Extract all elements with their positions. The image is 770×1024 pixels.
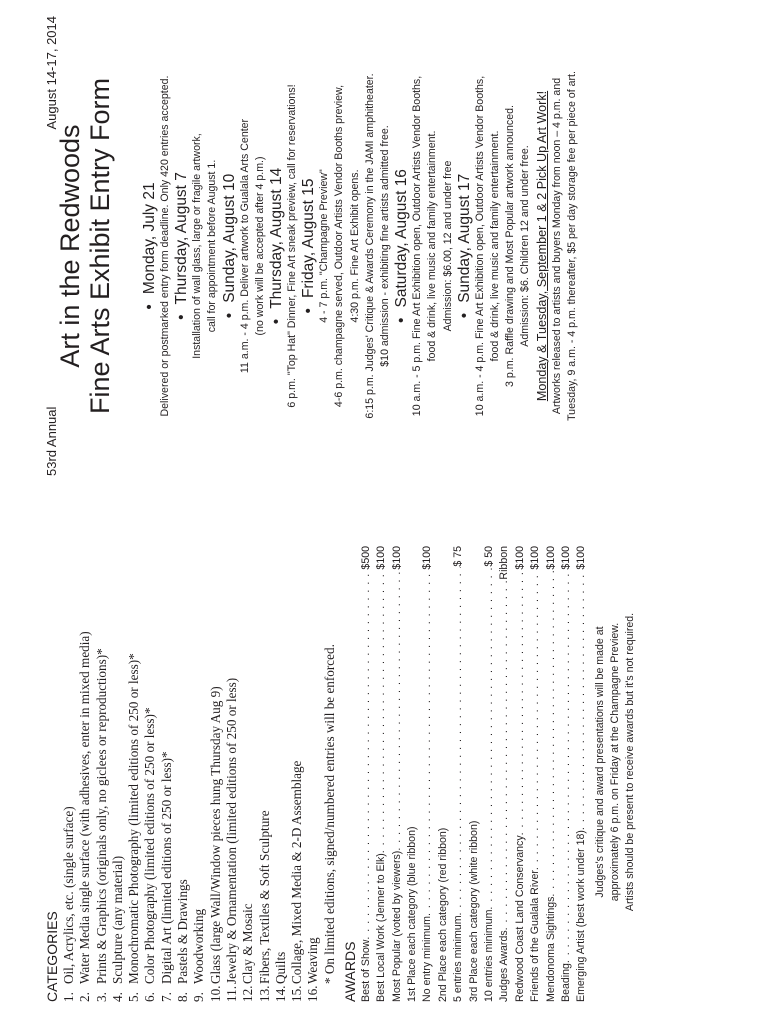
category-number: 2. bbox=[77, 992, 93, 1002]
award-amount: $100 bbox=[375, 546, 388, 570]
award-amount: $500 bbox=[359, 546, 372, 570]
pickup-line: Artworks released to artists and buyers Monday from noon – 4 p.m. and bbox=[550, 77, 563, 415]
award-amount: $100 bbox=[544, 546, 557, 570]
award-row bbox=[390, 546, 405, 1002]
bullet-icon: • bbox=[173, 314, 191, 320]
annual-label: 53rd Annual bbox=[44, 406, 59, 476]
category-number: 7. bbox=[158, 992, 174, 1002]
category-item bbox=[305, 502, 321, 1002]
schedule-line: 3 p.m. Raffle drawing and Most Popular artwork announced. bbox=[504, 105, 517, 387]
award-row bbox=[574, 546, 589, 1002]
schedule-day bbox=[300, 16, 317, 476]
schedule-day-label: Friday, August 15 bbox=[300, 178, 318, 299]
category-label: Color Photography (limited editions of 250 or less)* bbox=[142, 707, 158, 984]
award-row bbox=[559, 546, 574, 1002]
award-row bbox=[513, 546, 528, 1002]
category-item bbox=[273, 502, 289, 1002]
award-amount: $100 bbox=[575, 546, 588, 570]
schedule-line: 6:15 p.m. Judges' Critique & Awards Ceremony in the JAMI amphitheater. bbox=[363, 73, 376, 419]
schedule-line: 10 a.m. - 4 p.m. Fine Art Exhibition open, Outdoor Artists Vendor Booths, bbox=[473, 75, 486, 417]
category-label: Pastels & Drawings bbox=[175, 879, 191, 984]
form-title: Fine Arts Exhibit Entry Form bbox=[85, 77, 115, 415]
schedule-line: 6 p.m. "Top Hat" Dinner, Fine Art sneak preview, call for reservations! bbox=[286, 84, 299, 408]
schedule-day-label: Sunday, August 10 bbox=[220, 173, 238, 303]
categories-heading: CATEGORIES bbox=[44, 911, 60, 1002]
schedule-line: $10 admission - exhibiting fine artists admitted free. bbox=[379, 125, 392, 367]
pickup-heading: Monday & Tuesday, September 1 & 2 Pick Up Art Work! bbox=[534, 90, 549, 402]
award-amount: $ 50 bbox=[483, 546, 495, 567]
award-name: Judges Awards bbox=[498, 930, 511, 1002]
category-label: Prints & Graphics (originals only, no giclees or reproductions)* bbox=[93, 648, 109, 984]
category-label: Fibers, Textiles & Soft Sculpture bbox=[256, 810, 272, 984]
schedule-line: Admission: $6. Children 12 and under free. bbox=[519, 145, 532, 347]
award-row bbox=[482, 546, 497, 1002]
category-label: Jewelry & Ornamentation (limited editions of 250 or less) bbox=[223, 677, 239, 984]
leader-dots bbox=[544, 570, 559, 897]
award-name: 10 entries minimum bbox=[483, 909, 495, 1002]
category-label: Digital Art (limited editions of 250 or less)* bbox=[158, 751, 174, 984]
category-item bbox=[224, 502, 240, 1002]
category-item bbox=[257, 502, 273, 1002]
category-number: 12. bbox=[240, 985, 256, 1002]
leader-dots bbox=[359, 570, 374, 940]
leader-dots bbox=[497, 580, 512, 931]
award-name: Mendonoma Sightings bbox=[544, 896, 557, 1002]
awards-note-line: Judges's critique and award presentations will be made at bbox=[593, 626, 606, 898]
schedule-day-label: Monday, July 21 bbox=[141, 182, 158, 295]
leader-dots bbox=[374, 570, 389, 854]
award-amount: $100 bbox=[421, 546, 434, 570]
event-dates: August 14-17, 2014 bbox=[44, 16, 59, 130]
schedule-line: Installation of wall glass, large or fragile artwork, bbox=[191, 133, 204, 359]
schedule-day bbox=[141, 16, 158, 476]
event-title: Art in the Redwoods bbox=[55, 124, 85, 368]
bullet-icon: • bbox=[300, 308, 318, 314]
bullet-icon: • bbox=[141, 304, 158, 310]
award-name: Best of Show bbox=[359, 939, 372, 1002]
schedule-line: Delivered or postmarked entry form deadline. Only 420 entries accepted. bbox=[159, 75, 171, 417]
category-label: Oil, Acrylics, etc. (single surface) bbox=[61, 806, 76, 984]
category-label: Monochromatic Photography (limited editions of 250 or less)* bbox=[126, 653, 142, 984]
awards-note bbox=[593, 522, 638, 1002]
award-name: Beading bbox=[560, 963, 573, 1002]
category-label: Weaving bbox=[305, 937, 321, 984]
schedule-line: (no work will be accepted after 4 p.m.) bbox=[253, 156, 266, 336]
awards-note-line: Artists should be present to receive awards but it's not required. bbox=[623, 612, 636, 912]
category-item bbox=[61, 502, 77, 1002]
schedule-day-label: Saturday, August 16 bbox=[393, 169, 411, 308]
category-number: 4. bbox=[109, 992, 125, 1002]
category-item bbox=[77, 502, 93, 1002]
award-row bbox=[374, 546, 389, 1002]
leader-dots bbox=[528, 570, 543, 871]
pickup-details bbox=[550, 16, 580, 476]
pickup-line: Tuesday, 9 a.m. - 4 p.m. thereafter, $5 per day storage fee per piece of art. bbox=[565, 71, 578, 421]
bullet-icon: • bbox=[220, 312, 238, 319]
award-name: Redwood Coast Land Conservancy bbox=[513, 835, 526, 1002]
category-label: Glass (large Wall/Window pieces hung Thursday Aug 9) bbox=[207, 686, 223, 984]
category-number: 6. bbox=[142, 992, 158, 1002]
limited-editions-note: * On limited editions, signed/numbered entries will be enforced. bbox=[321, 644, 337, 984]
award-subheading: 2nd Place each category (red ribbon) bbox=[436, 827, 449, 1002]
award-amount: $100 bbox=[390, 546, 403, 570]
category-label: Woodworking bbox=[191, 908, 207, 984]
leader-dots bbox=[574, 570, 589, 830]
leader-dots bbox=[420, 570, 435, 916]
category-item bbox=[110, 502, 126, 1002]
award-amount: $ 75 bbox=[452, 546, 465, 567]
award-name: 5 entries minimum bbox=[452, 915, 465, 1002]
category-number: 3. bbox=[93, 992, 109, 1002]
award-name: Best Local Work (Jenner to Elk) bbox=[375, 853, 388, 1002]
category-number: 8. bbox=[175, 992, 191, 1002]
category-label: Sculpture (any material) bbox=[109, 855, 125, 984]
schedule-line: 4-6 p.m. champagne served, Outdoor Artists Vendor Booths preview, bbox=[333, 84, 346, 408]
awards-note-line: approximately 6 p.m. on Friday at the Champagne Preview. bbox=[608, 622, 621, 902]
schedule-line: Admission: $6.00, 12 and under free bbox=[441, 160, 454, 332]
category-number: 13. bbox=[256, 985, 272, 1002]
category-number: 9. bbox=[191, 992, 207, 1002]
category-label: Quilts bbox=[272, 951, 288, 984]
award-row bbox=[528, 546, 543, 1002]
award-row bbox=[420, 546, 435, 1002]
schedule-line: 10 a.m. - 5 p.m. Fine Art Exhibition open, Outdoor Artists Vendor Booths, bbox=[411, 75, 424, 417]
leader-dots bbox=[482, 567, 497, 910]
schedule-line: food & drink, live music and family entertainment. bbox=[426, 130, 439, 362]
leader-dots bbox=[451, 567, 466, 916]
schedule-day-label: Sunday, August 17 bbox=[455, 173, 473, 303]
bullet-icon: • bbox=[393, 317, 411, 323]
category-number: 1. bbox=[61, 992, 76, 1002]
bullet-icon: • bbox=[455, 312, 473, 319]
schedule-column bbox=[44, 16, 580, 476]
award-name: No entry minimum bbox=[421, 916, 434, 1002]
award-subheading: 3rd Place each category (white ribbon) bbox=[467, 820, 480, 1002]
category-label: Clay & Mosaic bbox=[240, 903, 256, 984]
awards-list bbox=[359, 502, 590, 1002]
category-label: Collage, Mixed Media & 2-D Assemblage bbox=[289, 760, 305, 984]
award-name: Friends of the Gualala River bbox=[529, 870, 542, 1002]
categories-awards-column bbox=[44, 502, 638, 1002]
award-row bbox=[359, 546, 374, 1002]
award-amount: Ribbon bbox=[498, 546, 511, 580]
award-amount: $100 bbox=[529, 546, 542, 570]
award-row bbox=[544, 546, 559, 1002]
category-number: 11. bbox=[223, 986, 239, 1002]
category-item bbox=[126, 502, 142, 1002]
award-row bbox=[451, 546, 466, 1002]
category-number: 15. bbox=[289, 985, 305, 1002]
award-subheading: 1st Place each category (blue ribbon) bbox=[405, 826, 418, 1002]
category-item bbox=[142, 502, 158, 1002]
category-number: 16. bbox=[305, 985, 321, 1002]
award-row bbox=[497, 546, 512, 1002]
category-label: Water Media single surface (with adhesives, enter in mixed media) bbox=[77, 631, 93, 984]
schedule-line: 4 - 7 p.m. "Champagne Preview" bbox=[318, 169, 331, 323]
category-item bbox=[289, 502, 305, 1002]
category-number: 10. bbox=[207, 985, 223, 1002]
category-number: 5. bbox=[126, 992, 142, 1002]
awards-heading: AWARDS bbox=[341, 941, 358, 1002]
schedule-line: call for appointment before August 1. bbox=[206, 159, 219, 333]
category-item bbox=[175, 502, 191, 1002]
award-amount: $100 bbox=[513, 546, 526, 570]
schedule-line: 4:30 p.m. Fine Art Exhibit opens. bbox=[348, 169, 361, 323]
category-item bbox=[159, 502, 175, 1002]
category-item bbox=[191, 502, 207, 1002]
award-name: Most Popular (voted by viewers) bbox=[390, 850, 403, 1002]
leader-dots bbox=[390, 570, 405, 851]
schedule-day-label: Thursday, August 14 bbox=[268, 167, 286, 309]
bullet-icon: • bbox=[268, 318, 286, 325]
category-item bbox=[208, 502, 224, 1002]
schedule-line: food & drink, live music and family entertainment. bbox=[489, 130, 502, 362]
category-item bbox=[240, 502, 256, 1002]
schedule-day bbox=[268, 16, 285, 476]
schedule-day bbox=[456, 16, 473, 476]
schedule-day-label: Thursday, August 7 bbox=[173, 172, 191, 305]
award-amount: $100 bbox=[560, 546, 573, 570]
schedule-day bbox=[173, 16, 190, 476]
schedule-day bbox=[221, 16, 238, 476]
categories-list bbox=[61, 502, 322, 1002]
category-item bbox=[94, 502, 110, 1002]
award-name: Emerging Artist (best work under 18) bbox=[575, 830, 588, 1002]
schedule bbox=[141, 16, 534, 476]
schedule-day bbox=[393, 16, 410, 476]
leader-dots bbox=[559, 570, 574, 964]
category-number: 14. bbox=[272, 985, 288, 1002]
leader-dots bbox=[513, 570, 528, 836]
schedule-line: 11 a.m. - 4 p.m. Deliver artwork to Gualala Arts Center bbox=[238, 118, 251, 374]
